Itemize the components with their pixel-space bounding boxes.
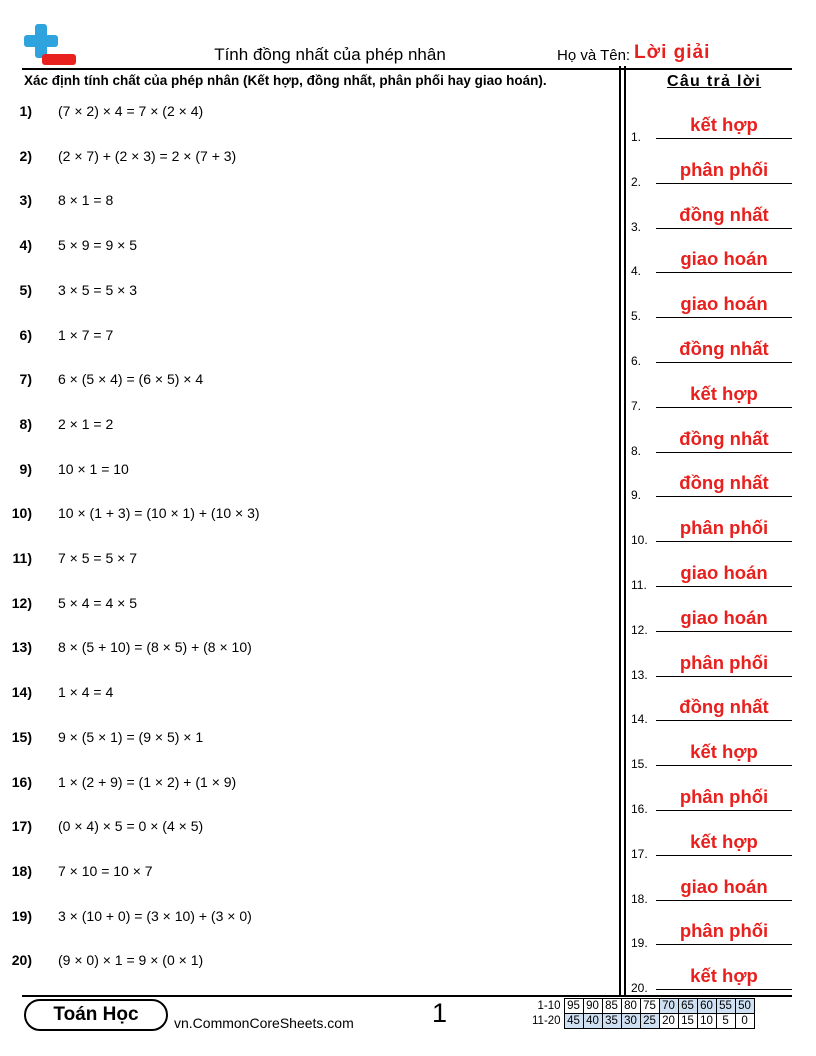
score-cell: 5 [716, 1014, 735, 1029]
answer-line [656, 855, 792, 856]
answer-row [631, 423, 796, 458]
answer-number: 14. [631, 712, 648, 727]
score-cell: 35 [602, 1014, 621, 1029]
site-url: vn.CommonCoreSheets.com [174, 1015, 354, 1031]
question-row [0, 282, 600, 304]
answer-number: 15. [631, 757, 648, 772]
question-row [0, 818, 600, 840]
answer-value: đồng nhất [679, 472, 769, 494]
column-divider [624, 66, 626, 996]
question-expression: 6 × (5 × 4) = (6 × 5) × 4 [58, 371, 204, 388]
question-expression: (9 × 0) × 1 = 9 × (0 × 1) [58, 952, 204, 969]
answer-number: 4. [631, 264, 642, 279]
question-row [0, 684, 600, 706]
answer-line [656, 676, 792, 677]
question-number: 8) [19, 415, 32, 432]
score-cell: 70 [659, 999, 678, 1014]
question-expression: (7 × 2) × 4 = 7 × (2 × 4) [58, 103, 204, 119]
question-row [0, 505, 600, 527]
answer-value: kết hợp [690, 965, 758, 987]
question-row [0, 461, 600, 483]
answer-number: 18. [631, 891, 648, 906]
worksheet-title: Tính đồng nhất của phép nhân [214, 45, 446, 64]
answer-number: 6. [631, 354, 642, 368]
answer-line [656, 765, 792, 766]
question-number: 7) [19, 371, 32, 388]
score-range-label: 11-20 [532, 1015, 561, 1027]
answer-number: 2. [631, 174, 642, 189]
answer-value: giao hoán [680, 606, 768, 628]
answer-value: phân phối [679, 786, 769, 807]
score-cell: 10 [697, 1014, 716, 1029]
question-number: 18) [11, 862, 32, 879]
question-row [0, 550, 600, 572]
score-cell: 75 [640, 999, 659, 1014]
question-number: 3) [19, 192, 32, 209]
answer-value: phân phối [679, 651, 769, 673]
instructions: Xác định tính chất của phép nhân (Kết hợp, đồng nhất, phân phối hay giao hoán). [24, 73, 547, 88]
score-cell: 80 [621, 999, 640, 1014]
answer-number: 13. [631, 667, 648, 682]
answer-line [656, 228, 792, 229]
answer-row [631, 467, 796, 503]
answer-row [631, 915, 796, 951]
question-expression: 1 × (2 + 9) = (1 × 2) + (1 × 9) [58, 773, 237, 790]
question-number: 20) [11, 952, 32, 969]
question-row [0, 327, 600, 349]
answer-number: 16. [631, 802, 648, 816]
answer-number: 17. [631, 846, 648, 861]
question-expression: (0 × 4) × 5 = 0 × (4 × 5) [58, 818, 204, 835]
question-row [0, 192, 600, 214]
answer-row [631, 647, 796, 682]
answer-value: đồng nhất [679, 338, 769, 359]
answer-row [631, 736, 796, 772]
question-number: 2) [19, 147, 32, 164]
answer-number: 5. [631, 309, 642, 324]
score-cell: 40 [583, 1014, 602, 1029]
question-expression: 8 × 1 = 8 [58, 192, 114, 209]
footer-divider [22, 995, 792, 997]
answer-row [631, 333, 796, 368]
question-number: 12) [11, 594, 32, 611]
answer-line [656, 496, 792, 497]
question-expression: 7 × 10 = 10 × 7 [58, 862, 153, 879]
question-number: 17) [11, 818, 32, 835]
question-row [0, 863, 600, 885]
question-expression: 5 × 4 = 4 × 5 [58, 594, 138, 611]
answer-value: phân phối [679, 517, 769, 539]
score-cell: 50 [735, 999, 754, 1014]
answer-number: 8. [631, 443, 642, 458]
name-label: Họ và Tên: [557, 47, 631, 64]
answer-line [656, 541, 792, 542]
name-value: Lời giải [634, 42, 711, 63]
question-expression: 7 × 5 = 5 × 7 [58, 550, 138, 566]
question-row [0, 774, 600, 796]
question-expression: 5 × 9 = 9 × 5 [58, 237, 138, 254]
answer-row [631, 781, 796, 816]
question-row [0, 371, 600, 393]
answer-row [631, 512, 796, 548]
answer-number: 9. [631, 488, 642, 503]
score-cell: 30 [621, 1014, 640, 1029]
question-expression: 10 × (1 + 3) = (10 × 1) + (10 × 3) [58, 505, 260, 522]
answer-value: kết hợp [690, 741, 758, 763]
answer-row [631, 154, 796, 189]
question-row [0, 416, 600, 438]
question-row [0, 595, 600, 617]
score-cell: 90 [583, 999, 602, 1014]
answer-value: phân phối [679, 158, 769, 180]
answer-number: 10. [631, 533, 648, 548]
answer-row [631, 826, 796, 861]
answers-title: Câu trả lời [667, 73, 762, 90]
question-row [0, 908, 600, 930]
answer-value: giao hoán [680, 293, 768, 315]
question-expression: 8 × (5 + 10) = (8 × 5) + (8 × 10) [58, 639, 252, 656]
answer-row [631, 109, 796, 144]
score-row [530, 1014, 754, 1029]
answer-value: giao hoán [680, 875, 768, 897]
answer-line [656, 989, 792, 990]
question-row [0, 237, 600, 259]
answer-line [656, 138, 792, 139]
answer-line [656, 317, 792, 318]
brand-badge: Toán Học [24, 999, 168, 1031]
answer-row [631, 243, 796, 279]
question-expression: 9 × (5 × 1) = (9 × 5) × 1 [58, 728, 204, 745]
answer-value: đồng nhất [679, 427, 769, 449]
question-row [0, 148, 600, 170]
question-number: 16) [11, 773, 32, 790]
answer-number: 11. [631, 578, 647, 592]
question-number: 15) [11, 728, 32, 745]
score-table [530, 998, 755, 1029]
answer-row [631, 871, 796, 906]
header-divider [22, 68, 792, 70]
question-row [0, 639, 600, 661]
answer-line [656, 944, 792, 945]
question-number: 19) [11, 907, 32, 924]
question-number: 4) [19, 237, 32, 254]
question-expression: 3 × 5 = 5 × 3 [58, 281, 138, 298]
question-number: 13) [11, 639, 32, 656]
score-range-label: 1-10 [537, 1000, 561, 1012]
question-row [0, 729, 600, 751]
score-cell: 85 [602, 999, 621, 1014]
question-number: 11) [12, 550, 32, 566]
answer-number: 1. [631, 130, 642, 144]
answer-row [631, 199, 796, 234]
answer-number: 12. [631, 622, 648, 637]
answer-line [656, 407, 792, 408]
answer-number: 19. [631, 936, 648, 951]
score-cell: 60 [697, 999, 716, 1014]
answer-value: phân phối [679, 920, 769, 942]
question-row [0, 103, 600, 125]
answer-value: đồng nhất [679, 696, 769, 718]
answer-row [631, 557, 796, 592]
question-expression: 1 × 4 = 4 [58, 684, 114, 701]
page-number: 1 [432, 998, 448, 1028]
answer-line [656, 810, 792, 811]
question-number: 1) [19, 103, 32, 119]
answer-value: kết hợp [690, 114, 758, 135]
answer-number: 3. [631, 219, 642, 234]
answer-line [656, 362, 792, 363]
answer-number: 20. [631, 981, 648, 996]
answer-line [656, 900, 792, 901]
answer-value: kết hợp [690, 382, 758, 404]
score-cell: 25 [640, 1014, 659, 1029]
question-number: 5) [19, 281, 32, 298]
answer-line [656, 183, 792, 184]
answer-line [656, 631, 792, 632]
answer-row [631, 960, 796, 996]
answer-line [656, 272, 792, 273]
answer-value: kết hợp [690, 830, 758, 852]
answer-value: giao hoán [680, 248, 768, 270]
answer-row [631, 288, 796, 324]
question-row [0, 952, 600, 974]
question-expression: 2 × 1 = 2 [58, 415, 114, 432]
score-cell: 20 [659, 1014, 678, 1029]
answer-value: đồng nhất [679, 203, 769, 225]
score-cell: 55 [716, 999, 735, 1014]
answer-number: 7. [631, 398, 642, 413]
score-cell: 15 [678, 1014, 697, 1029]
question-number: 10) [11, 505, 32, 522]
answer-line [656, 720, 792, 721]
column-divider [619, 66, 621, 996]
question-number: 6) [19, 326, 32, 343]
score-cell: 45 [564, 1014, 583, 1029]
answer-value: giao hoán [680, 562, 768, 583]
score-cell: 95 [564, 999, 583, 1014]
score-row [530, 999, 754, 1014]
answer-line [656, 452, 792, 453]
question-expression: 3 × (10 + 0) = (3 × 10) + (3 × 0) [58, 907, 252, 924]
score-cell: 0 [735, 1014, 754, 1029]
question-expression: (2 × 7) + (2 × 3) = 2 × (7 + 3) [58, 147, 237, 164]
question-expression: 1 × 7 = 7 [58, 326, 114, 343]
question-number: 14) [11, 684, 32, 701]
answer-row [631, 602, 796, 637]
answer-line [656, 586, 792, 587]
answer-row [631, 691, 796, 727]
question-expression: 10 × 1 = 10 [58, 460, 129, 477]
plus-minus-logo-icon [22, 24, 80, 68]
question-number: 9) [19, 460, 32, 477]
answer-row [631, 378, 796, 413]
score-cell: 65 [678, 999, 697, 1014]
